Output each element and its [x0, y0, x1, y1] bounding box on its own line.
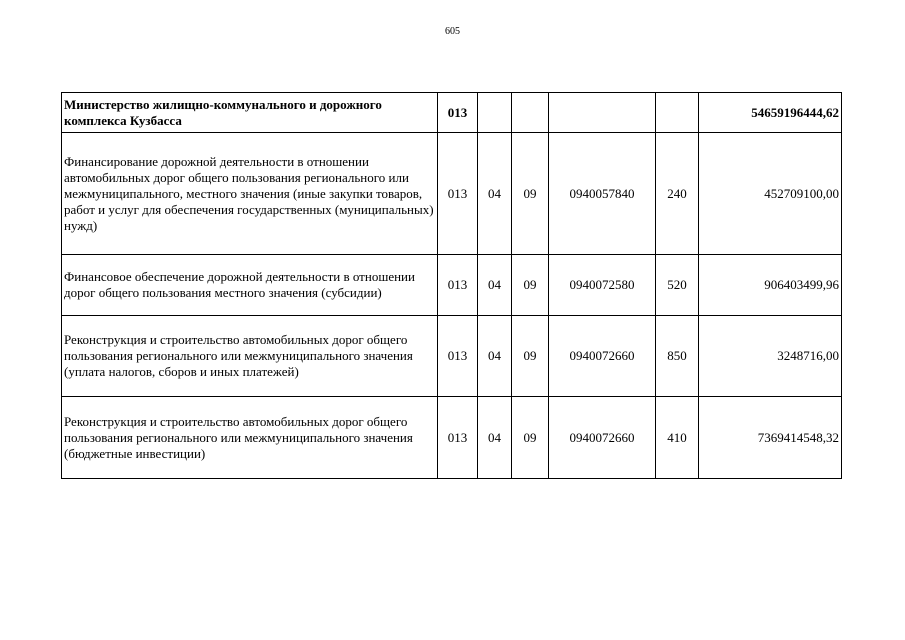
- row-subsection: 09: [512, 133, 549, 255]
- row-target: 0940057840: [549, 133, 656, 255]
- row-target: 0940072660: [549, 397, 656, 479]
- row-type: 520: [656, 255, 699, 316]
- row-code: 013: [438, 133, 478, 255]
- page-number: 605: [445, 26, 460, 37]
- table-row: [62, 397, 842, 479]
- row-name: Реконструкция и строительство автомобильных дорог общего пользования регионального или межмуниципального значения (бюджетные инвестиции): [62, 397, 438, 479]
- row-code: 013: [438, 255, 478, 316]
- row-amount: 54659196444,62: [699, 93, 842, 133]
- row-type: [656, 93, 699, 133]
- row-subsection: 09: [512, 397, 549, 479]
- row-target: [549, 93, 656, 133]
- row-code: 013: [438, 93, 478, 133]
- row-amount: 452709100,00: [699, 133, 842, 255]
- row-type: 410: [656, 397, 699, 479]
- row-name: Министерство жилищно-коммунального и дорожного комплекса Кузбасса: [62, 93, 438, 133]
- row-type: 240: [656, 133, 699, 255]
- budget-table: [61, 92, 842, 479]
- row-section: 04: [478, 133, 512, 255]
- row-name: Реконструкция и строительство автомобильных дорог общего пользования регионального или межмуниципального значения (уплата налогов, сборов и иных платежей): [62, 316, 438, 397]
- row-subsection: 09: [512, 316, 549, 397]
- row-amount: 3248716,00: [699, 316, 842, 397]
- row-target: 0940072660: [549, 316, 656, 397]
- row-amount: 906403499,96: [699, 255, 842, 316]
- row-amount: 7369414548,32: [699, 397, 842, 479]
- table-row: [62, 316, 842, 397]
- row-section: 04: [478, 397, 512, 479]
- row-section: 04: [478, 255, 512, 316]
- table-row: [62, 255, 842, 316]
- table-row: [62, 93, 842, 133]
- row-code: 013: [438, 397, 478, 479]
- row-target: 0940072580: [549, 255, 656, 316]
- table-row: [62, 133, 842, 255]
- row-code: 013: [438, 316, 478, 397]
- row-name: Финансовое обеспечение дорожной деятельности в отношении дорог общего пользования местного значения (субсидии): [62, 255, 438, 316]
- row-subsection: [512, 93, 549, 133]
- row-name: Финансирование дорожной деятельности в отношении автомобильных дорог общего пользования регионального или межмуниципального, местного значения (иные закупки товаров, работ и услуг для обеспечения государственных (муниципальных) нужд): [62, 133, 438, 255]
- row-section: 04: [478, 316, 512, 397]
- row-subsection: 09: [512, 255, 549, 316]
- row-type: 850: [656, 316, 699, 397]
- row-section: [478, 93, 512, 133]
